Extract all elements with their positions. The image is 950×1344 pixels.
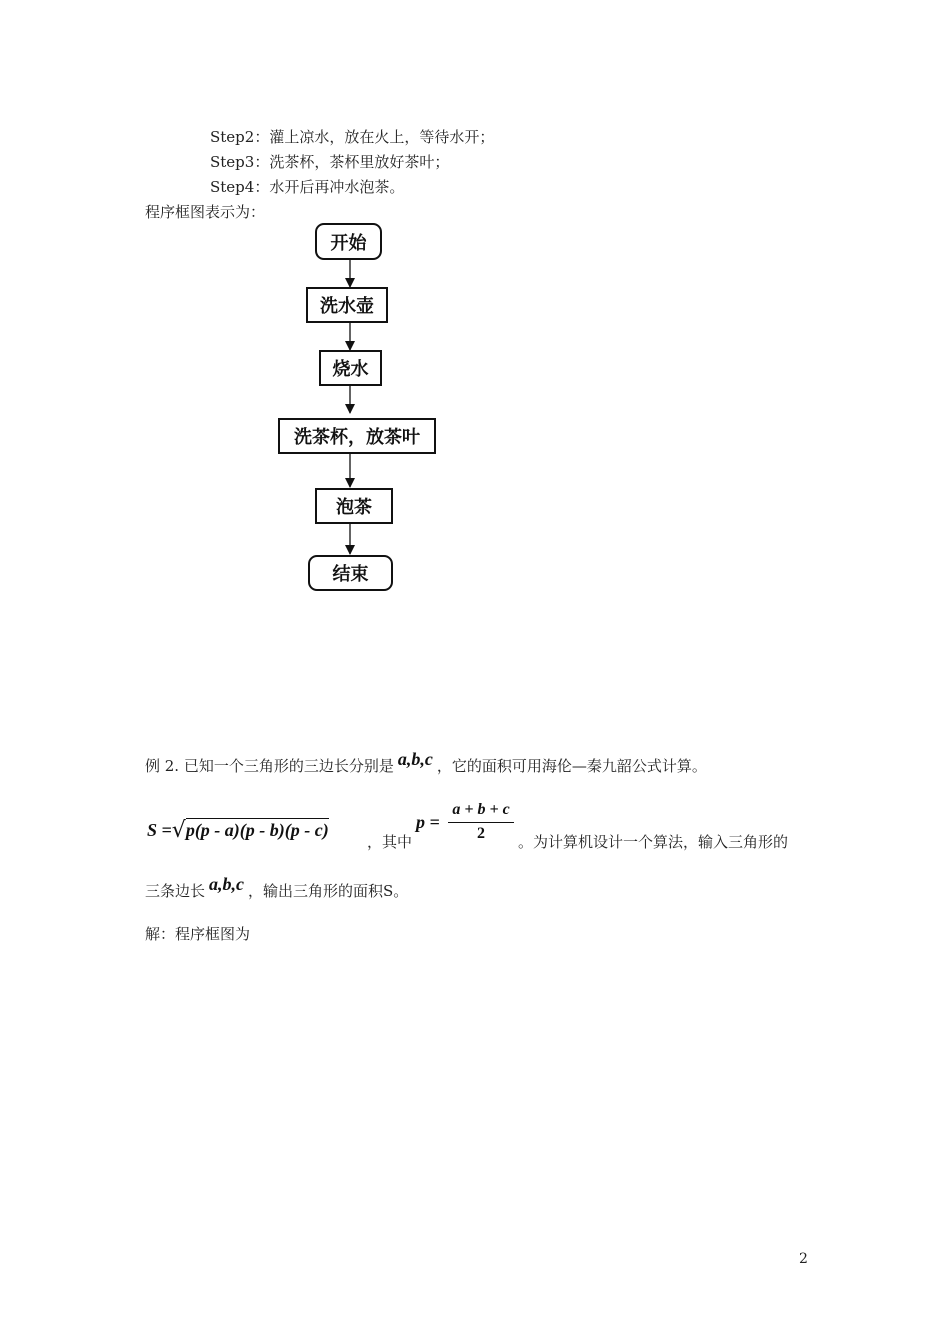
- formula-s-lhs: S =: [147, 820, 172, 840]
- example-line-1: [145, 749, 707, 776]
- example-line-3: [145, 874, 409, 901]
- flow-node-end: 结束: [308, 555, 393, 591]
- sqrt-symbol: √: [171, 818, 186, 843]
- example-line-1-suffix: ，它的面积可用海伦—秦九韶公式计算。: [436, 757, 707, 775]
- formula-p-lhs: p =: [416, 812, 440, 832]
- flow-node-wash-cup: 洗茶杯，放茶叶: [278, 418, 436, 454]
- formula-p-fraction: [448, 800, 514, 845]
- step-3-label: Step3：: [210, 153, 270, 171]
- solution-text: 解：程序框图为: [145, 925, 251, 943]
- step-2-text: 灌上凉水，放在火上，等待水开；: [269, 128, 495, 146]
- step-4-label: Step4：: [210, 178, 270, 196]
- step-2-label: Step2：: [210, 128, 270, 146]
- formula-s: [147, 818, 329, 848]
- formula-s-radicand: p(p - a)(p - b)(p - c): [185, 820, 329, 840]
- flow-node-boil-water: 烧水: [319, 350, 382, 386]
- page-number: 2: [799, 1251, 808, 1267]
- flow-node-wash-kettle: 洗水壶: [306, 287, 388, 323]
- flowchart-intro: 程序框图表示为：: [145, 203, 266, 221]
- flow-node-start: 开始: [315, 223, 382, 260]
- example-sides: a,b,c: [397, 749, 433, 769]
- example-line-3-suffix: ，输出三角形的面积S。: [248, 882, 409, 900]
- example-line-2-suffix: 。为计算机设计一个算法，输入三角形的: [518, 833, 789, 851]
- formula-mid: ，其中: [367, 833, 413, 851]
- step-3-text: 洗茶杯，茶杯里放好茶叶；: [269, 153, 450, 171]
- formula-p-numerator: a + b + c: [452, 801, 510, 818]
- step-4-text: 水开后再冲水泡茶。: [269, 178, 405, 196]
- formula-p-denominator: 2: [477, 825, 485, 842]
- example-sides-2: a,b,c: [209, 874, 245, 894]
- flow-node-brew-tea: 泡茶: [315, 488, 393, 524]
- example-line-1-prefix: 例 2. 已知一个三角形的三边长分别是: [145, 757, 394, 775]
- example-line-3-prefix: 三条边长: [145, 882, 206, 900]
